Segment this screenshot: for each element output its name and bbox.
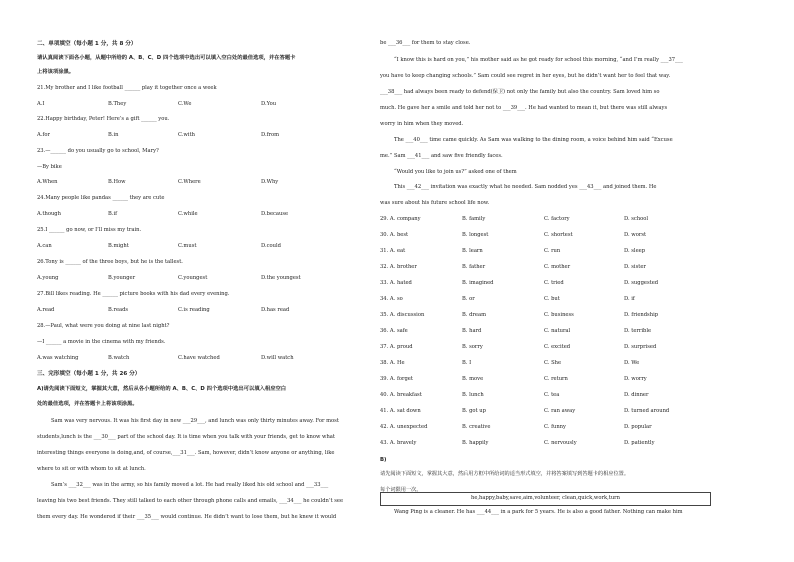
q28-option-c[interactable]: C.have watched [178, 355, 220, 361]
passage-line: them every day. He wondered if their ___35___ would continue. He didn’t want to lose them, but he knew it would [37, 514, 337, 520]
section3-instruction-cont: 处的最佳选项，并在答题卡上将该项涂黑。 [37, 401, 138, 407]
q24-option-c[interactable]: C.while [178, 211, 198, 217]
q27-option-b[interactable]: B.reads [108, 307, 129, 313]
q43-option-c[interactable]: C. nervously [544, 440, 577, 446]
passage-line: Sam was very nervous. It was his first day in new ___29___, and lunch was only thirty minutes away. For most [51, 418, 339, 424]
q26-option-a[interactable]: A.young [37, 275, 59, 281]
q28-option-a[interactable]: A.was watching [37, 355, 79, 361]
q32-option-a[interactable]: 32. A. brother [380, 264, 417, 270]
q30-option-c[interactable]: C. shortest [544, 232, 573, 238]
q34-option-b[interactable]: B. or [462, 296, 475, 302]
q43-option-b[interactable]: B. happily [462, 440, 489, 446]
q31-option-b[interactable]: B. learn [462, 248, 483, 254]
q32-option-b[interactable]: B. father [462, 264, 486, 270]
q23-option-d[interactable]: D.Why [261, 179, 279, 185]
passage-line: leaving his two best friends. They still talked to each other through phone calls and emails, ___34___ he couldn’t see [37, 498, 344, 504]
q41-option-c[interactable]: C. ran away [544, 408, 576, 414]
q32-option-c[interactable]: C. mother [544, 264, 571, 270]
q40-option-b[interactable]: B. lunch [462, 392, 484, 398]
question-26: 26.Tony is ______ of the three boys, but he is the tallest. [37, 259, 183, 265]
q26-option-c[interactable]: C.youngest [178, 275, 208, 281]
q22-option-a[interactable]: A.for [37, 132, 50, 138]
q41-option-a[interactable]: 41. A. sat down [380, 408, 421, 414]
word-box [380, 492, 711, 506]
q24-option-a[interactable]: A.though [37, 211, 61, 217]
q29-option-c[interactable]: C. factory [544, 216, 570, 222]
q26-option-b[interactable]: B.younger [108, 275, 136, 281]
word-box-words: he,happy,baby,save,aim,volunteer, clean,quick,work,turn [470, 495, 620, 502]
q42-option-a[interactable]: 42. A. unexpected [380, 424, 428, 430]
q40-option-a[interactable]: 40. A. breakfast [380, 392, 422, 398]
q36-option-c[interactable]: C. natural [544, 328, 571, 334]
q36-option-d[interactable]: D. terrible [624, 328, 652, 334]
question-23: 23.—______ do you usually go to school, Mary? [37, 148, 159, 154]
q32-option-d[interactable]: D. sister [624, 264, 646, 270]
q22-option-c[interactable]: C.with [178, 132, 195, 138]
passage-line: much. He gave her a smile and told her not to ___39___. He had wanted to mean it, but there was still always [380, 105, 668, 111]
passage-line: interesting things everyone is doing,and, of course,___31___. Sam, however, didn’t know anyone or anything, like [37, 450, 335, 456]
q21-option-a[interactable]: A.I [37, 101, 45, 107]
passage-line: worry in him when they moved. [380, 121, 464, 127]
passage-line: Sam’s ___32___ was in the army, so his family moved a lot. He had really liked his old school and ___33___ [51, 482, 329, 488]
q37-option-a[interactable]: 37. A. proud [380, 344, 413, 350]
q29-option-a[interactable]: 29. A. company [380, 216, 421, 222]
q29-option-b[interactable]: B. family [462, 216, 486, 222]
q39-option-a[interactable]: 39. A. forget [380, 376, 413, 382]
q33-option-d[interactable]: D. suggested [624, 280, 659, 286]
q30-option-b[interactable]: B. longest [462, 232, 489, 238]
question-21: 21.My brother and I like football ______ play it together once a week [37, 85, 217, 91]
q27-option-d[interactable]: D.has read [261, 307, 290, 313]
passage-line: was sure about his future school life now. [380, 200, 490, 206]
q21-option-d[interactable]: D.You [261, 101, 277, 107]
q23-option-c[interactable]: C.Where [178, 179, 201, 185]
q31-option-d[interactable]: D. sleep [624, 248, 646, 254]
q21-option-b[interactable]: B.They [108, 101, 127, 107]
q40-option-c[interactable]: C. tea [544, 392, 560, 398]
q22-option-d[interactable]: D.from [261, 132, 280, 138]
q34-option-c[interactable]: C. but [544, 296, 560, 302]
q30-option-a[interactable]: 30. A. best [380, 232, 409, 238]
question-24: 24.Many people like pandas ______ they are cute [37, 195, 165, 201]
q27-option-c[interactable]: C.is reading [178, 307, 210, 313]
passage-line: This ___42___ invitation was exactly what he needed. Sam nodded yes ___43___ and joined them. He [394, 184, 657, 190]
q42-option-c[interactable]: C. funny [544, 424, 566, 430]
passage-line: me.” Sam ___41___ and saw five friendly faces. [380, 153, 503, 159]
q35-option-a[interactable]: 35. A. discussion [380, 312, 425, 318]
q43-option-a[interactable]: 43. A. bravely [380, 440, 417, 446]
q25-option-a[interactable]: A.can [37, 243, 52, 249]
q37-option-c[interactable]: C. excited [544, 344, 571, 350]
q30-option-d[interactable]: D. worst [624, 232, 647, 238]
q40-option-d[interactable]: D. dinner [624, 392, 649, 398]
passage-line: “I know this is hard on you,” his mother said as he got ready for school this morning, “and I’m really ___37___ [394, 57, 683, 63]
q37-option-b[interactable]: B. sorry [462, 344, 483, 350]
q34-option-d[interactable]: D. if [624, 296, 635, 302]
q39-option-b[interactable]: B. move [462, 376, 484, 382]
part-b-instruction: 请先阅读下面短文，掌握其大意，然后用方框中所给词的适当形式填空，并将答案填写到答题卡的相应位置。 [380, 471, 630, 477]
q24-option-b[interactable]: B.if [108, 211, 118, 217]
question-25: 25.I ______ go now, or I’ll miss my train. [37, 227, 142, 233]
passage-line: be ___36___ for them to stay close. [380, 40, 471, 46]
q41-option-b[interactable]: B. got up [462, 408, 486, 414]
q23-option-b[interactable]: B.How [108, 179, 126, 185]
q35-option-c[interactable]: C. business [544, 312, 574, 318]
question-28-answer: —I ______ a movie in the cinema with my friends. [37, 339, 166, 345]
q29-option-d[interactable]: D. school [624, 216, 649, 222]
q33-option-b[interactable]: B. imagined [462, 280, 494, 286]
question-27: 27.Bill likes reading. He ______ picture books with his dad every evening. [37, 291, 230, 297]
q28-option-d[interactable]: D.will watch [261, 355, 294, 361]
passage-line: ___38___ had always been ready to defend(保卫) not only the family but also the country. Sam loved him so [380, 89, 660, 95]
passage-line: where to sit or with whom to sit at lunch. [37, 466, 146, 472]
q33-option-c[interactable]: C. tried [544, 280, 564, 286]
section3-title: 三、完形填空（每小题 1 分，共 26 分） [37, 371, 141, 377]
q24-option-d[interactable]: D.because [261, 211, 289, 217]
section2-instruction: 请认真阅读下面各小题，从题中所给的 A、B、C、D 四个选项中选出可以填入空白处的最佳选项，并在答题卡 [37, 55, 296, 61]
q28-option-b[interactable]: B.watch [108, 355, 130, 361]
section2-instruction-cont: 上将该项涂黑。 [37, 69, 75, 75]
passage-line: The ___40___ time came quickly. As Sam was walking to the dining room, a voice behind him said “Excuse [394, 137, 673, 143]
q25-option-b[interactable]: B.might [108, 243, 129, 249]
q36-option-b[interactable]: B. hard [462, 328, 482, 334]
q38-option-a[interactable]: 38. A. He [380, 360, 405, 366]
passage-line: students,lunch is the ___30___ part of the school day. It is time when you talk with your friends, get to know what [37, 434, 335, 440]
question-22: 22.Happy birthday, Peter! Here’s a gift ______ you. [37, 116, 170, 122]
part-b-label: B) [380, 457, 387, 463]
question-28: 28.—Paul, what were you doing at nine last night? [37, 323, 170, 329]
q43-option-d[interactable]: D. patiently [624, 440, 655, 446]
q36-option-a[interactable]: 36. A. safe [380, 328, 408, 334]
passage-line: Wang Ping is a cleaner. He has ___44___ in a park for 5 years. He is also a good father. Nothing can make him [394, 509, 683, 515]
q39-option-c[interactable]: C. return [544, 376, 568, 382]
q27-option-a[interactable]: A.read [37, 307, 55, 313]
q35-option-b[interactable]: B. dream [462, 312, 486, 318]
q26-option-d[interactable]: D.the youngest [261, 275, 301, 281]
part-b-instruction-cont: 每个词限用一次。 [380, 487, 422, 493]
q42-option-b[interactable]: B. creative [462, 424, 491, 430]
question-23-answer: —By bike [37, 164, 62, 170]
q35-option-d[interactable]: D. friendship [624, 312, 659, 318]
q22-option-b[interactable]: B.in [108, 132, 119, 138]
q41-option-d[interactable]: D. turned around [624, 408, 670, 414]
q21-option-c[interactable]: C.We [178, 101, 192, 107]
section3-instruction: A)请先阅读下面短文，掌握其大意，然后从各小题所给的 A、B、C、D 四个选项中选出可以填入相应空白 [37, 386, 287, 392]
q38-option-b[interactable]: B. I [462, 360, 472, 366]
q37-option-d[interactable]: D. surprised [624, 344, 657, 350]
section2-title: 二、单项填空（每小题 1 分，共 8 分） [37, 41, 137, 47]
q33-option-a[interactable]: 33. A. hated [380, 280, 412, 286]
q42-option-d[interactable]: D. popular [624, 424, 652, 430]
q39-option-d[interactable]: D. worry [624, 376, 647, 382]
q25-option-c[interactable]: C.must [178, 243, 197, 249]
q31-option-c[interactable]: C. run [544, 248, 561, 254]
q38-option-c[interactable]: C. She [544, 360, 562, 366]
q23-option-a[interactable]: A.When [37, 179, 58, 185]
q31-option-a[interactable]: 31. A. eat [380, 248, 406, 254]
q38-option-d[interactable]: D. We [624, 360, 640, 366]
passage-line: you have to keep changing schools.” Sam could see regret in her eyes, but he didn’t want her to feel that way. [380, 73, 671, 79]
q25-option-d[interactable]: D.could [261, 243, 281, 249]
passage-line: “Would you like to join us?” asked one of them [394, 169, 517, 175]
q34-option-a[interactable]: 34. A. so [380, 296, 403, 302]
